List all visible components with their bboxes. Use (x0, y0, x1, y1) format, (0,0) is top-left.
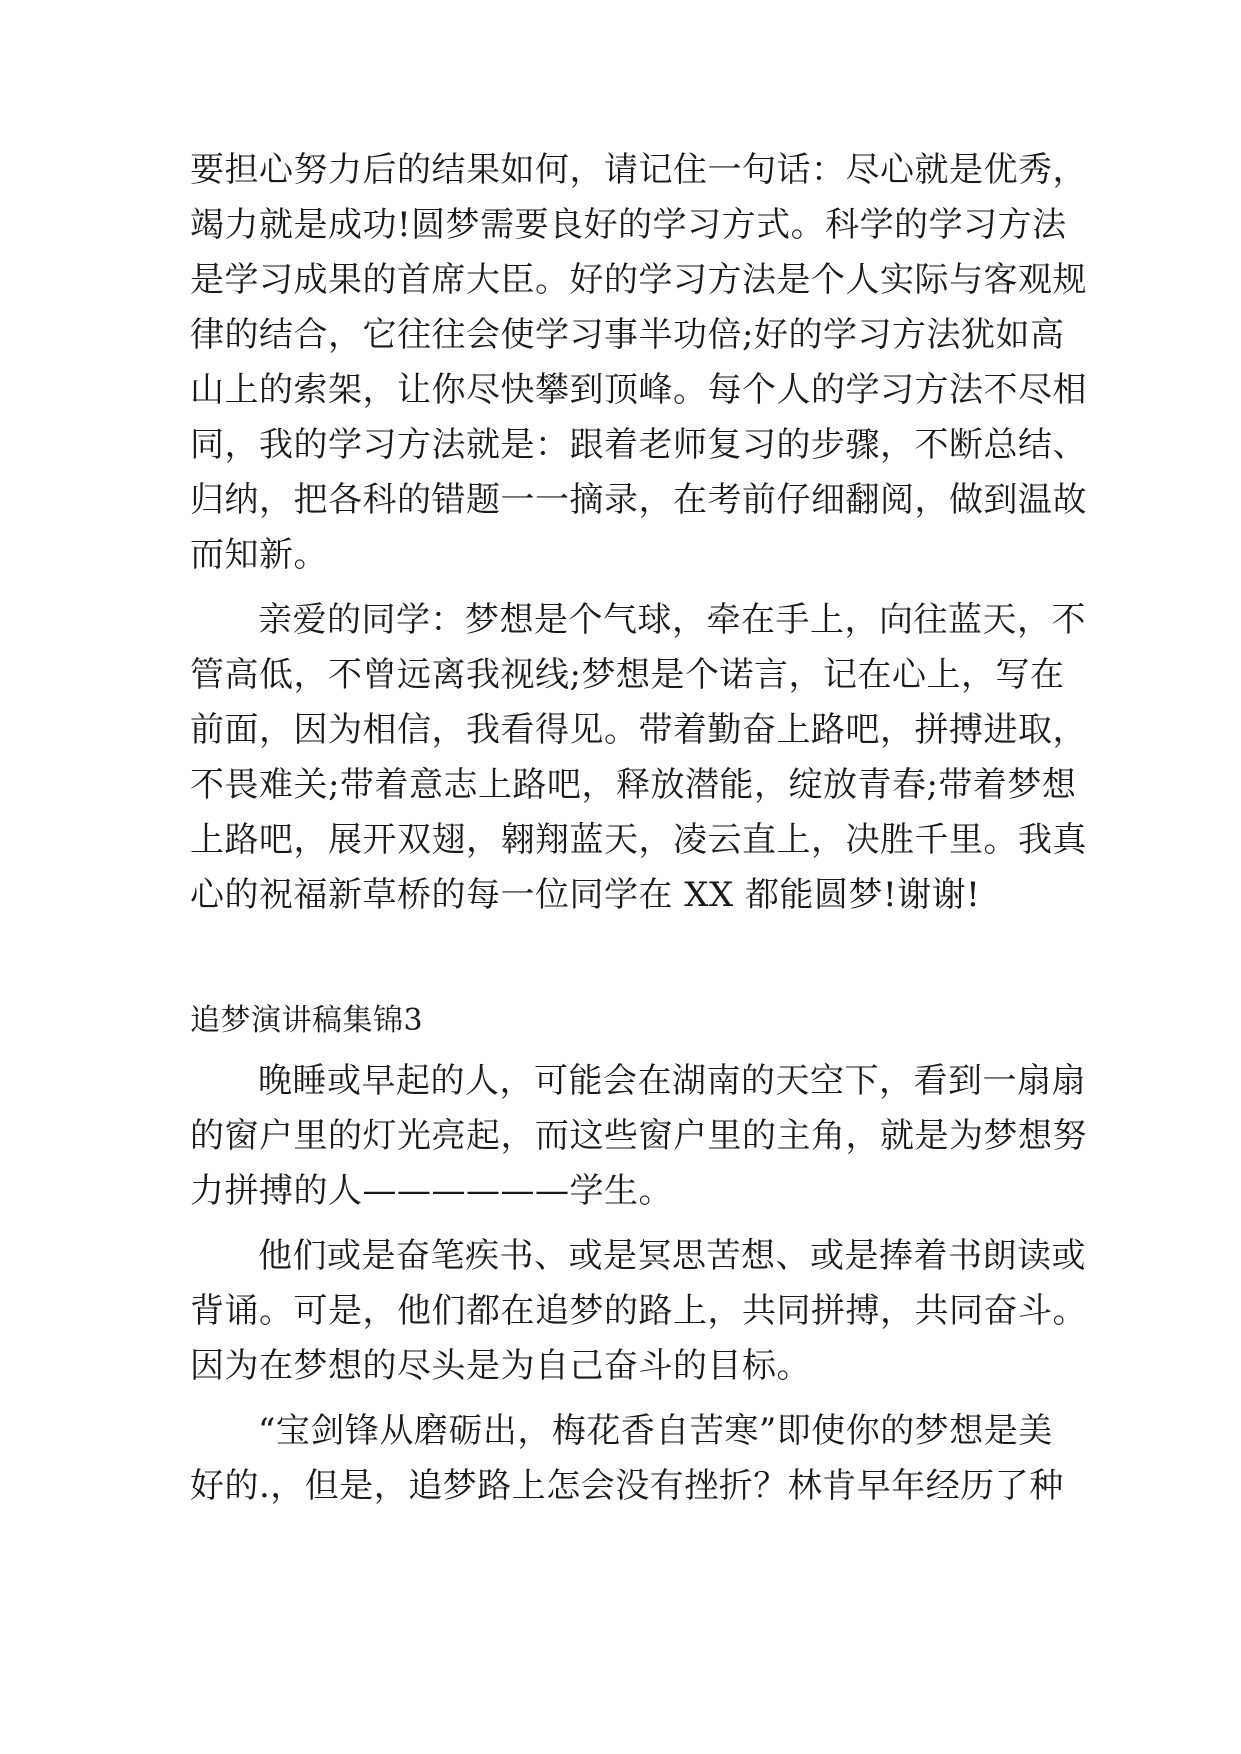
section-title: 追梦演讲稿集锦3 (190, 1003, 424, 1038)
paragraph-3-line-1: 晚睡或早起的人，可能会在湖南的天空下，看到一扇扇 (258, 1061, 1086, 1101)
paragraph-2-line-1: 亲爱的同学：梦想是个气球，牵在手上，向往蓝天，不 (258, 600, 1086, 640)
paragraph-4-line-2: 背诵。可是，他们都在追梦的路上，共同拼搏，共同奋斗。 (190, 1291, 1087, 1331)
paragraph-1-line-1: 要担心努力后的结果如何，请记住一句话：尽心就是优秀， (190, 150, 1087, 190)
paragraph-1-line-3: 是学习成果的首席大臣。好的学习方法是个人实际与客观规 (190, 260, 1087, 300)
paragraph-4-line-3: 因为在梦想的尽头是为自己奋斗的目标。 (190, 1346, 811, 1386)
paragraph-1-line-2: 竭力就是成功!圆梦需要良好的学习方式。科学的学习方法 (190, 205, 1067, 245)
paragraph-2-line-5: 上路吧，展开双翅，翱翔蓝天，凌云直上，决胜千里。我真 (190, 820, 1087, 860)
paragraph-2-line-3: 前面，因为相信，我看得见。带着勤奋上路吧，拼搏进取， (190, 710, 1087, 750)
paragraph-4-line-1: 他们或是奋笔疾书、或是冥思苦想、或是捧着书朗读或 (258, 1236, 1086, 1276)
paragraph-5-line-1: “宝剑锋从磨砺出，梅花香自苦寒”即使你的梦想是美 (258, 1411, 1053, 1451)
paragraph-3-line-2: 的窗户里的灯光亮起，而这些窗户里的主角，就是为梦想努 (190, 1116, 1087, 1156)
paragraph-2-line-2: 管高低，不曾远离我视线;梦想是个诺言，记在心上，写在 (190, 655, 1065, 695)
paragraph-2-line-6: 心的祝福新草桥的每一位同学在 XX 都能圆梦!谢谢! (190, 875, 981, 915)
paragraph-5-line-2: 好的.，但是，追梦路上怎会没有挫折？林肯早年经历了种 (190, 1466, 1064, 1506)
paragraph-1-line-4: 律的结合，它往往会使学习事半功倍;好的学习方法犹如高 (190, 315, 1065, 355)
paragraph-1-line-8: 而知新。 (190, 535, 328, 575)
paragraph-3-line-3: 力拼搏的人——————学生。 (190, 1171, 673, 1211)
paragraph-2-line-4: 不畏难关;带着意志上路吧，释放潜能，绽放青春;带着梦想 (190, 765, 1077, 805)
paragraph-1-line-5: 山上的索架，让你尽快攀到顶峰。每个人的学习方法不尽相 (190, 370, 1087, 410)
paragraph-1-line-6: 同，我的学习方法就是：跟着老师复习的步骤，不断总结、 (190, 425, 1087, 465)
paragraph-1-line-7: 归纳，把各科的错题一一摘录，在考前仔细翻阅，做到温故 (190, 480, 1087, 520)
